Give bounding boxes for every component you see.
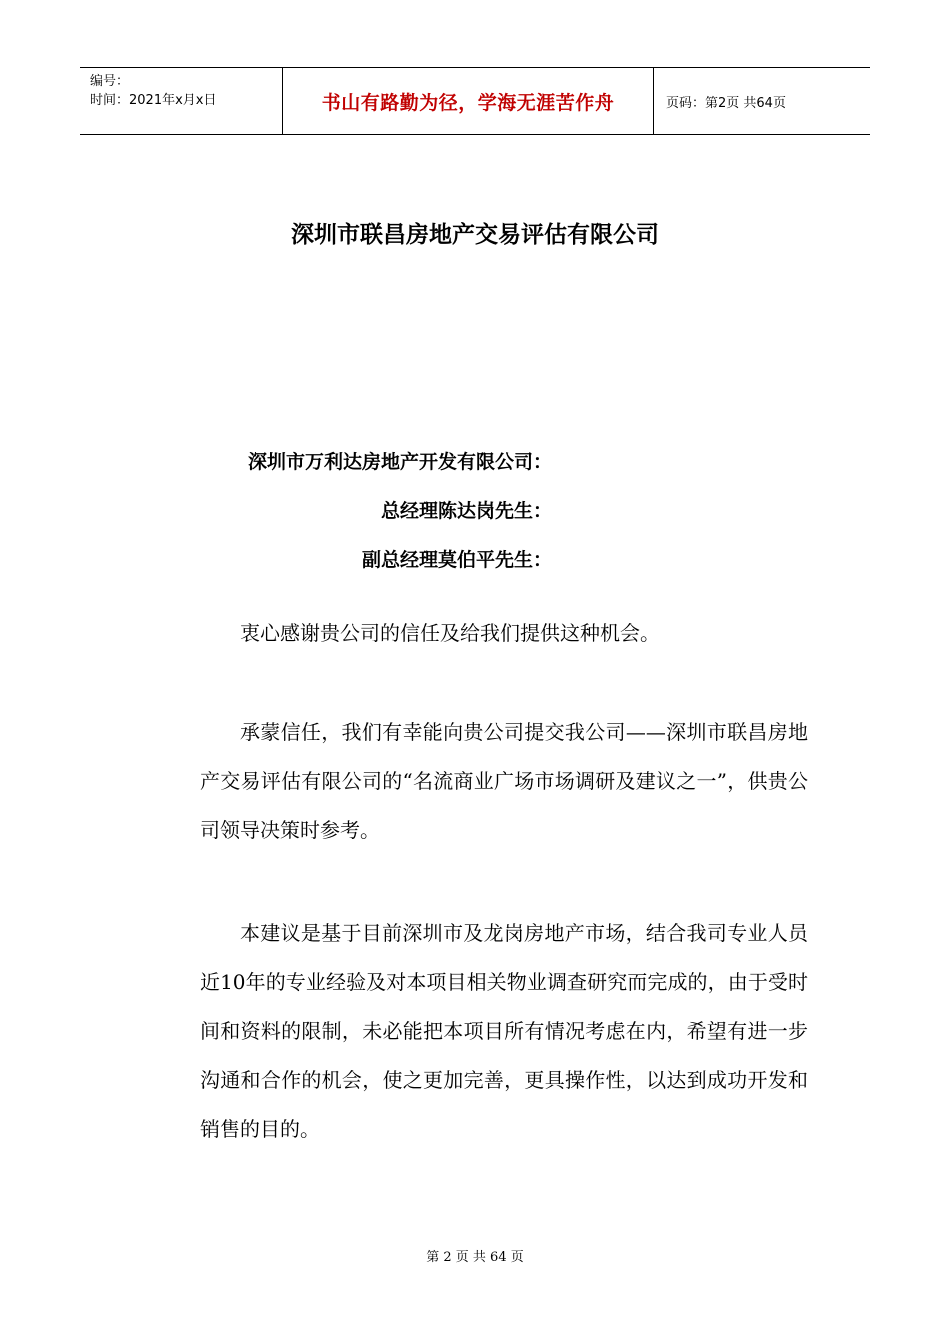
- document-date: 时间：2021年x月x日: [90, 93, 217, 108]
- header-motto: 书山有路勤为径，学海无涯苦作舟: [282, 68, 654, 134]
- addressee-deputy-manager: 副总经理莫伯平先生：: [361, 549, 552, 571]
- addressee-company: 深圳市万利达房地产开发有限公司：: [247, 451, 552, 473]
- paragraph-thanks: 衷心感谢贵公司的信任及给我们提供这种机会。: [240, 621, 660, 645]
- company-title: 深圳市联昌房地产交易评估有限公司: [291, 222, 659, 248]
- addressee-general-manager: 总经理陈达岗先生：: [380, 500, 552, 522]
- paragraph-basis: 本建议是基于目前深圳市及龙岗房地产市场，结合我司专业人员近10年的专业经验及对本项目相关物业调查研究而完成的，由于受时间和资料的限制，未必能把本项目所有情况考虑在内，希望有进一步沟通和合作的机会，使之更加完善，更具操作性，以达到成功开发和销售的目的。: [200, 921, 808, 1141]
- paragraph-submission: 承蒙信任，我们有幸能向贵公司提交我公司——深圳市联昌房地产交易评估有限公司的“名流商业广场市场调研及建议之一”，供贵公司领导决策时参考。: [200, 720, 808, 842]
- page-header: [80, 67, 870, 135]
- header-page-info: 页码：第2页 共64页: [666, 95, 786, 111]
- page-footer: 第 2 页 共 64 页: [426, 1250, 524, 1265]
- header-meta: [80, 68, 282, 134]
- document-number-label: 编号：: [90, 74, 130, 89]
